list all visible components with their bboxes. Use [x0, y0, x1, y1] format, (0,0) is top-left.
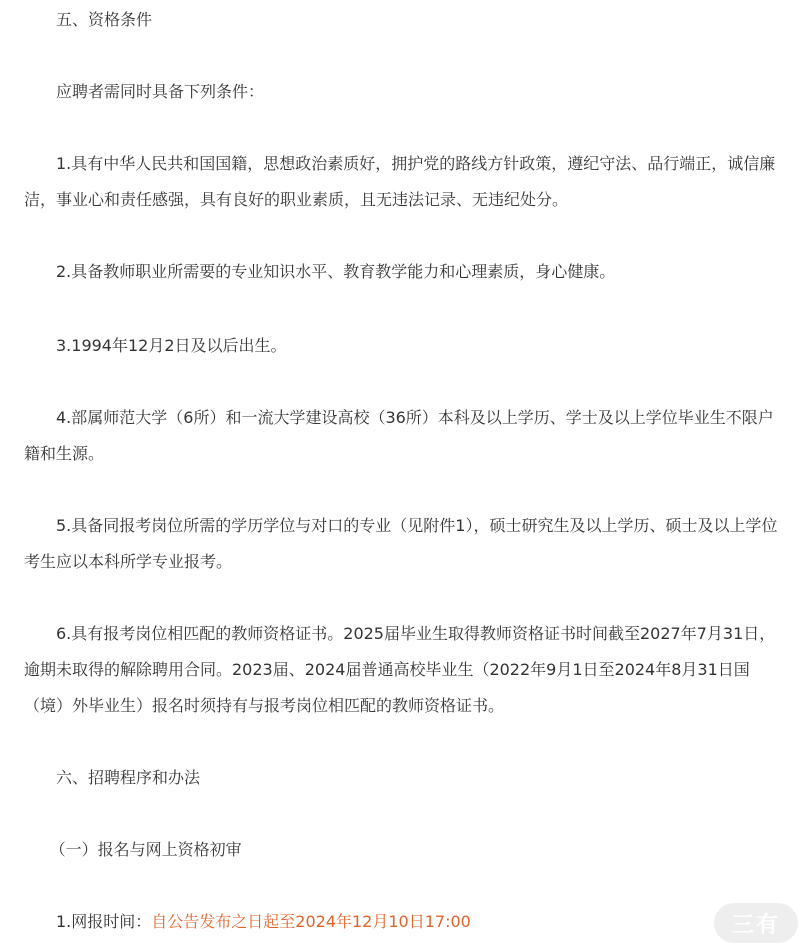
- paragraph-item-6: 6.具有报考岗位相匹配的教师资格证书。2025届毕业生取得教师资格证书时间截至2027年7月31日，逾期未取得的解除聘用合同。2023届、2024届普通高校毕业生（2022年9月1日至2024年8月31日国（境）外毕业生）报名时须持有与报考岗位相匹配的教师资格证书。: [24, 624, 776, 715]
- paragraph-intro: 应聘者需同时具备下列条件：: [56, 82, 265, 101]
- app-badge-button[interactable]: 三有: [714, 903, 798, 943]
- section-heading: 五、资格条件: [56, 10, 153, 29]
- registration-time-value: 自公告发布之日起至2024年12月10日17:00: [151, 912, 471, 931]
- paragraph-item-4: 4.部属师范大学（6所）和一流大学建设高校（36所）本科及以上学历、学士及以上学位毕业生不限户籍和生源。: [24, 408, 774, 463]
- paragraph-item-1: 1.具有中华人民共和国国籍，思想政治素质好，拥护党的路线方针政策，遵纪守法、品行端正，诚信廉洁，事业心和责任感强，具有良好的职业素质，且无违法记录、无违纪处分。: [24, 154, 776, 209]
- paragraph-item-2: 2.具备教师职业所需要的专业知识水平、教育教学能力和心理素质，身心健康。: [56, 262, 616, 281]
- sub-heading: （一）报名与网上资格初审: [49, 840, 242, 859]
- paragraph-item-3: 3.1994年12月2日及以后出生。: [56, 336, 287, 355]
- section-heading: 六、招聘程序和办法: [56, 768, 201, 787]
- paragraph-item-5: 5.具备同报考岗位所需的学历学位与对口的专业（见附件1），硕士研究生及以上学历、硕士及以上学位考生应以本科所学专业报考。: [24, 516, 778, 571]
- registration-time-label: 1.网报时间：: [56, 912, 152, 931]
- paragraph-registration-time: [24, 904, 782, 940]
